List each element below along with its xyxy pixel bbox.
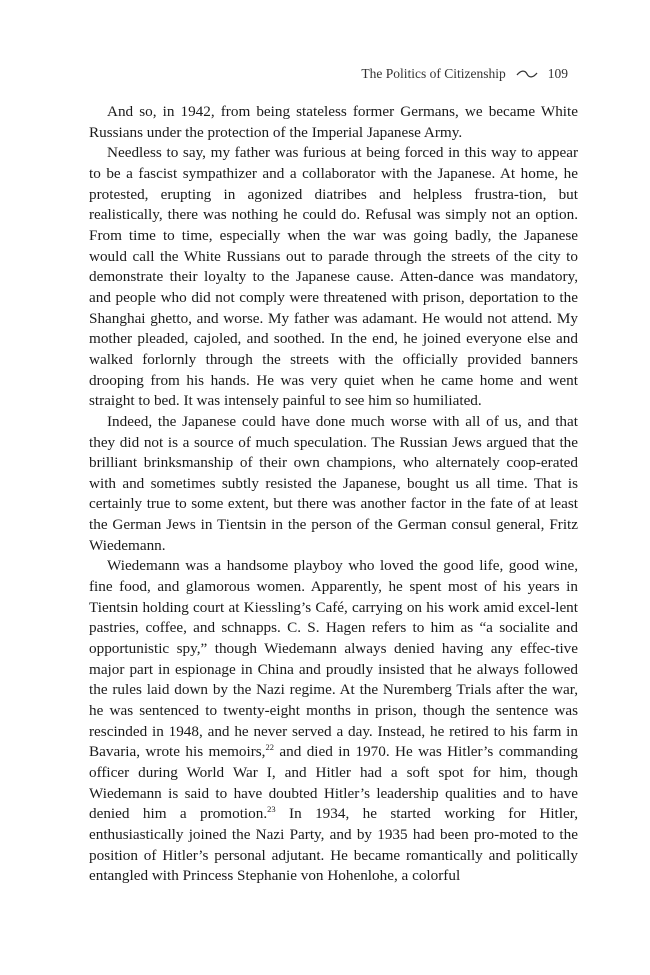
paragraph-segment: and died in 1970. He was Hitler’s commanding officer during World War I, and Hitler had a soft spot for him, though Wiedemann is said to have doubted Hitler’s leadership qualities and to have denied him a promotion. bbox=[89, 743, 578, 823]
footnote-marker[interactable]: 23 bbox=[267, 804, 276, 815]
page-number: 109 bbox=[547, 66, 568, 81]
paragraph: Needless to say, my father was furious at being forced in this way to appear to be a fascist sympathizer and a collaborator with the Japanese. At home, he protested, erupting in agonized diatribes and helpless frustra-tion, but realistically, there was nothing he could do. Refusal was simply not an option. From time to time, especially when the war was going badly, the Japanese would call the White Russians out to parade through the streets of the city to demonstrate their loyalty to the Japanese cause. Atten-dance was mandatory, and people who did not comply were threatened with prison, deportation to the Shanghai ghetto, and worse. My father was adamant. He would not attend. My mother pleaded, cajoled, and soothed. In the end, he joined everyone else and walked forlornly through the streets with the officially provided banners drooping from his hands. He was very quiet when he came home and went straight to bed. It was intensely painful to see him so humiliated. bbox=[89, 144, 578, 410]
swash-ornament-icon bbox=[516, 69, 538, 79]
body-text bbox=[89, 102, 578, 887]
paragraph-segment: In 1934, he started working for Hitler, enthusiastically joined the Nazi Party, and by 1935 had been pro-moted to the position of Hitler’s personal adjutant. He became romantically and politically entangled with Princess Stephanie von Hohenlohe, a colorful bbox=[89, 805, 578, 885]
paragraph bbox=[89, 556, 578, 887]
paragraph-segment: Wiedemann was a handsome playboy who loved the good life, good wine, fine food, and glamorous women. Apparently, he spent most of his years in Tientsin holding court at Kiessling’s Café, carrying on his work amid excel-lent pastries, coffee, and schnapps. C. S. Hagen refers to him as “a socialite and opportunistic spy,” though Wiedemann always denied having any effec-tive major part in espionage in China and proudly insisted that he always followed the rules laid down by the Nazi regime. At the Nuremberg Trials after the war, he was sentenced to twenty-eight months in prison, though the sentence was rescinded in 1948, and he never served a day. Instead, he retired to his farm in Bavaria, wrote his memoirs, bbox=[89, 557, 578, 761]
paragraph: Indeed, the Japanese could have done much worse with all of us, and that they did not is a source of much speculation. The Russian Jews argued that the brilliant brinksmanship of their own champions, who alternately coop-erated with and sometimes subtly resisted the Japanese, bought us all time. That is certainly true to some extent, but there was another factor in the fate of at least the German Jews in Tientsin in the person of the German consul general, Fritz Wiedemann. bbox=[89, 412, 578, 554]
paragraph: And so, in 1942, from being stateless former Germans, we became White Russians under the protection of the Imperial Japanese Army. bbox=[89, 103, 578, 141]
running-head-title: The Politics of Citizenship bbox=[361, 66, 506, 81]
running-head bbox=[361, 66, 568, 82]
footnote-marker[interactable]: 22 bbox=[265, 742, 274, 753]
